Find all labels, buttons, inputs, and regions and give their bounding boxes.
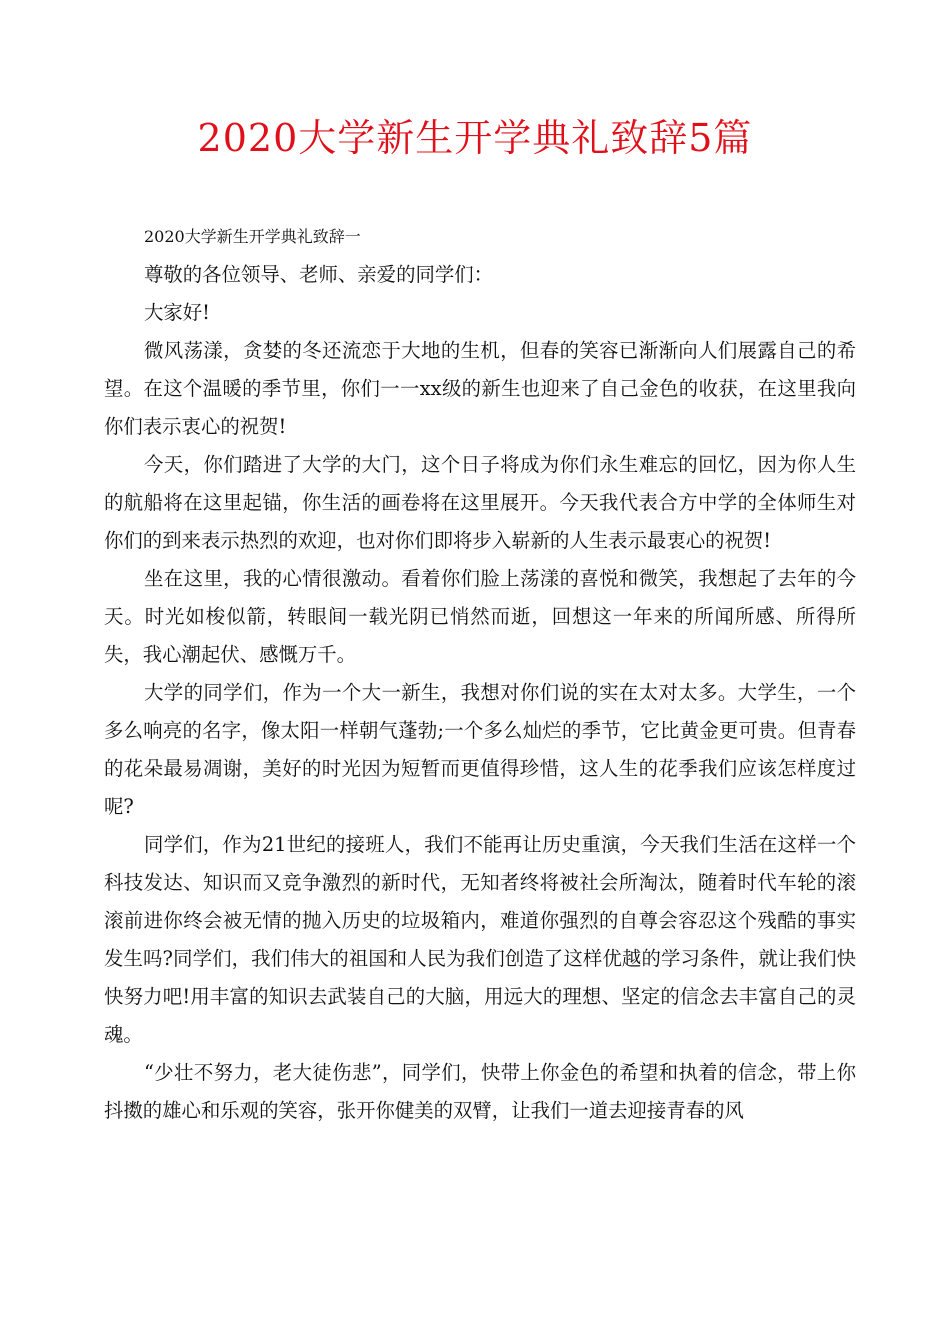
paragraph: 坐在这里，我的心情很激动。看着你们脸上荡漾的喜悦和微笑，我想起了去年的今天。时光如梭似箭，转眼间一载光阴已悄然而逝，回想这一年来的所闻所感、所得所失，我心潮起伏、感慨万千。 (104, 567, 856, 666)
paragraph: 同学们，作为21世纪的接班人，我们不能再让历史重演，今天我们生活在这样一个科技发达、知识而又竞争激烈的新时代，无知者终将被社会所淘汰，随着时代车轮的滚滚前进你终会被无情的抛入历史的垃圾箱内，难道你强烈的自尊会容忍这个残酷的事实发生吗?同学们，我们伟大的祖国和人民为我们创造了这样优越的学习条件，就让我们快快努力吧!用丰富的知识去武装自己的大脑，用远大的理想、坚定的信念去丰富自己的灵魂。 (104, 833, 856, 1046)
paragraph: 今天，你们踏进了大学的大门，这个日子将成为你们永生难忘的回忆，因为你人生的航船将在这里起锚，你生活的画卷将在这里展开。今天我代表合方中学的全体师生对你们的到来表示热烈的欢迎，也对你们即将步入崭新的人生表示最衷心的祝贺! (104, 453, 856, 552)
document-body (104, 218, 856, 1130)
section-heading: 2020大学新生开学典礼致辞一 (144, 227, 361, 246)
paragraph: 大学的同学们，作为一个大一新生，我想对你们说的实在太对太多。大学生，一个多么响亮的名字，像太阳一样朝气蓬勃;一个多么灿烂的季节，它比黄金更可贵。但青春的花朵最易凋谢，美好的时光因为短暂而更值得珍惜，这人生的花季我们应该怎样度过呢? (104, 681, 856, 818)
paragraph: 微风荡漾，贪婪的冬还流恋于大地的生机，但春的笑容已渐渐向人们展露自己的希望。在这个温暖的季节里，你们一一xx级的新生也迎来了自己金色的收获，在这里我向你们表示衷心的祝贺! (104, 339, 856, 438)
greeting: 大家好! (144, 301, 210, 324)
document-title: 2020大学新生开学典礼致辞5篇 (197, 116, 753, 160)
salutation: 尊敬的各位领导、老师、亲爱的同学们： (144, 263, 494, 286)
paragraph: “少壮不努力，老大徒伤悲”，同学们，快带上你金色的希望和执着的信念，带上你抖擞的雄心和乐观的笑容，张开你健美的双臂，让我们一道去迎接青春的风 (104, 1061, 856, 1122)
